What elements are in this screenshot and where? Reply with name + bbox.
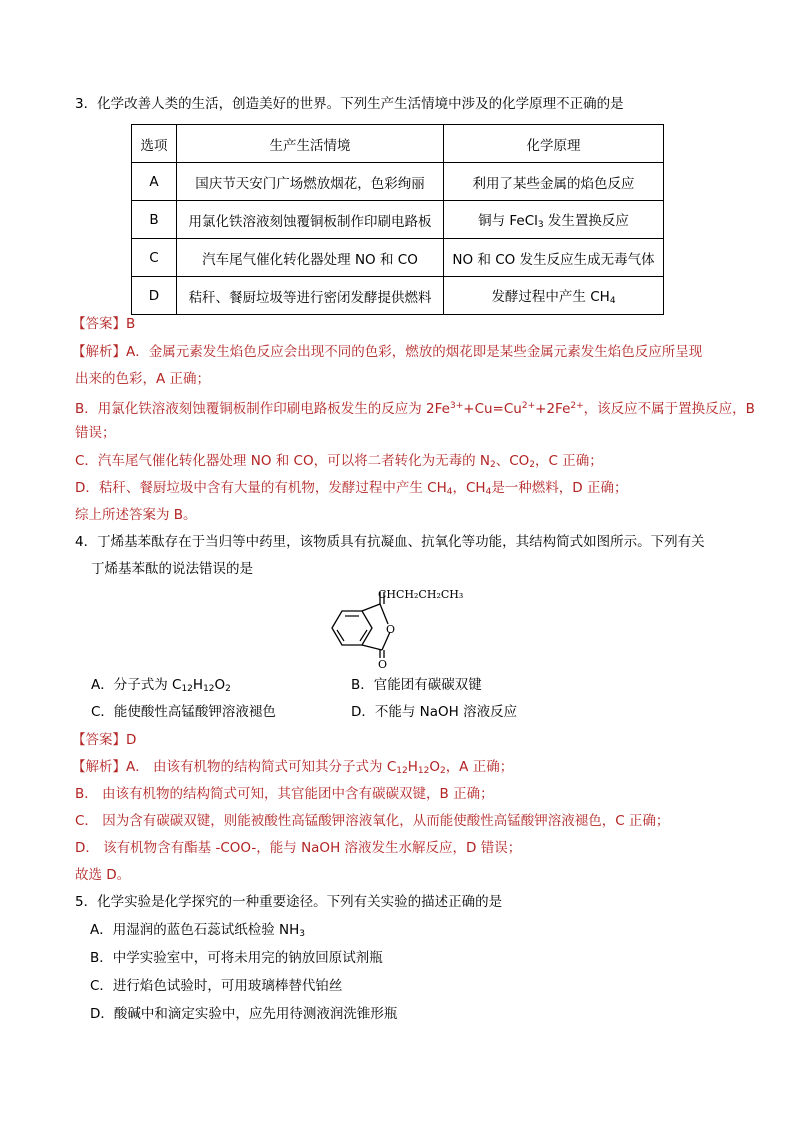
row-principle: 发酵过程中产生 $CH_4$ [444, 277, 664, 315]
q3-analysis-b1: B．用氯化铁溶液刻蚀覆铜板制作印刷电路板发生的反应为 $2Fe^{3+}+Cu=Cu^{2+}+2Fe^{2+}$，该反应不属于置换反应，B [75, 401, 755, 417]
q4-analysis-d: D． 该有机物含有酯基 -COO-，能与 NaOH 溶液发生水解反应，D 错误； [75, 840, 522, 856]
carbonyl-oxygen-label: O [378, 658, 388, 668]
table-row [132, 239, 664, 277]
header-principle: 化学原理 [444, 125, 664, 163]
q4-choice-b: B．官能团有碳碳双键 [351, 677, 482, 693]
q3-analysis-b2: 错误； [75, 425, 116, 441]
row-scene: 用氯化铁溶液刻蚀覆铜板制作印刷电路板 [177, 201, 444, 239]
q3-options-table [131, 124, 664, 315]
q3-summary: 综上所述答案为 B。 [75, 507, 197, 523]
row-option: D [132, 277, 177, 315]
table-row [132, 201, 664, 239]
q4-choice-c: C．能使酸性高锰酸钾溶液褪色 [91, 704, 276, 720]
q3-answer: 【答案】B [72, 316, 136, 332]
row-scene: 秸秆、餐厨垃圾等进行密闭发酵提供燃料 [177, 277, 444, 315]
q5-choice-b: B．中学实验室中，可将未用完的钠放回原试剂瓶 [90, 950, 383, 966]
row-option: A [132, 163, 177, 201]
row-option: C [132, 239, 177, 277]
q3-stem: 3．化学改善人类的生活，创造美好的世界。下列生产生活情境中涉及的化学原理不正确的是 [75, 96, 624, 112]
row-principle: NO 和 CO 发生反应生成无毒气体 [444, 239, 664, 277]
q3-analysis-a1: 【解析】A．金属元素发生焰色反应会出现不同的色彩，燃放的烟花即是某些金属元素发生焰色反应所呈现 [72, 344, 703, 360]
butylidenephthalide-structure [322, 588, 472, 668]
q4-stem-line1: 4．丁烯基苯酞存在于当归等中药里，该物质具有抗凝血、抗氧化等功能，其结构简式如图所示。下列有关 [75, 534, 705, 550]
q5-stem: 5．化学实验是化学探究的一种重要途径。下列有关实验的描述正确的是 [75, 894, 503, 910]
q4-summary: 故选 D。 [75, 867, 131, 883]
q4-choice-a: A．分子式为 $C_{12}H_{12}O_2$ [91, 677, 231, 694]
table-row [132, 163, 664, 201]
header-scene: 生产生活情境 [177, 125, 444, 163]
q4-analysis-a: 【解析】A． 由该有机物的结构简式可知其分子式为 $C_{12}H_{12}O_2$，A 正确； [72, 759, 514, 776]
q4-choice-d: D．不能与 NaOH 溶液反应 [351, 704, 518, 720]
q5-choice-a: A．用湿润的蓝色石蕊试纸检验 $NH_3$ [90, 922, 306, 939]
row-principle: 铜与 FeCl$_3$ 发生置换反应 [444, 201, 664, 239]
q4-stem-line2: 丁烯基苯酞的说法错误的是 [91, 561, 253, 577]
q4-answer: 【答案】D [72, 732, 137, 748]
side-chain-label: CHCH₂CH₂CH₃ [378, 588, 464, 601]
row-principle: 利用了某些金属的焰色反应 [444, 163, 664, 201]
q4-analysis-c: C． 因为含有碳碳双键，则能被酸性高锰酸钾溶液氧化，从而能使酸性高锰酸钾溶液褪色，C 正确； [75, 813, 670, 829]
row-scene: 国庆节天安门广场燃放烟花，色彩绚丽 [177, 163, 444, 201]
table-header-row [132, 125, 664, 163]
q5-choice-c: C．进行焰色试验时，可用玻璃棒替代铂丝 [90, 978, 343, 994]
table-row [132, 277, 664, 315]
row-scene: 汽车尾气催化转化器处理 NO 和 CO [177, 239, 444, 277]
ring-oxygen-label: O [386, 623, 396, 636]
q5-choice-d: D．酸碱中和滴定实验中，应先用待测液润洗锥形瓶 [90, 1006, 398, 1022]
q4-analysis-b: B． 由该有机物的结构简式可知，其官能团中含有碳碳双键，B 正确； [75, 786, 494, 802]
header-option: 选项 [132, 125, 177, 163]
row-option: B [132, 201, 177, 239]
q3-analysis-a2: 出来的色彩，A 正确； [75, 371, 211, 387]
q3-analysis-c: C．汽车尾气催化转化器处理 NO 和 CO，可以将二者转化为无毒的 $N_2$、$CO_2$，C 正确； [75, 453, 603, 470]
q3-analysis-d: D．秸秆、餐厨垃圾中含有大量的有机物，发酵过程中产生 $CH_4$，$CH_4$是一种燃料，D 正确； [75, 480, 628, 497]
